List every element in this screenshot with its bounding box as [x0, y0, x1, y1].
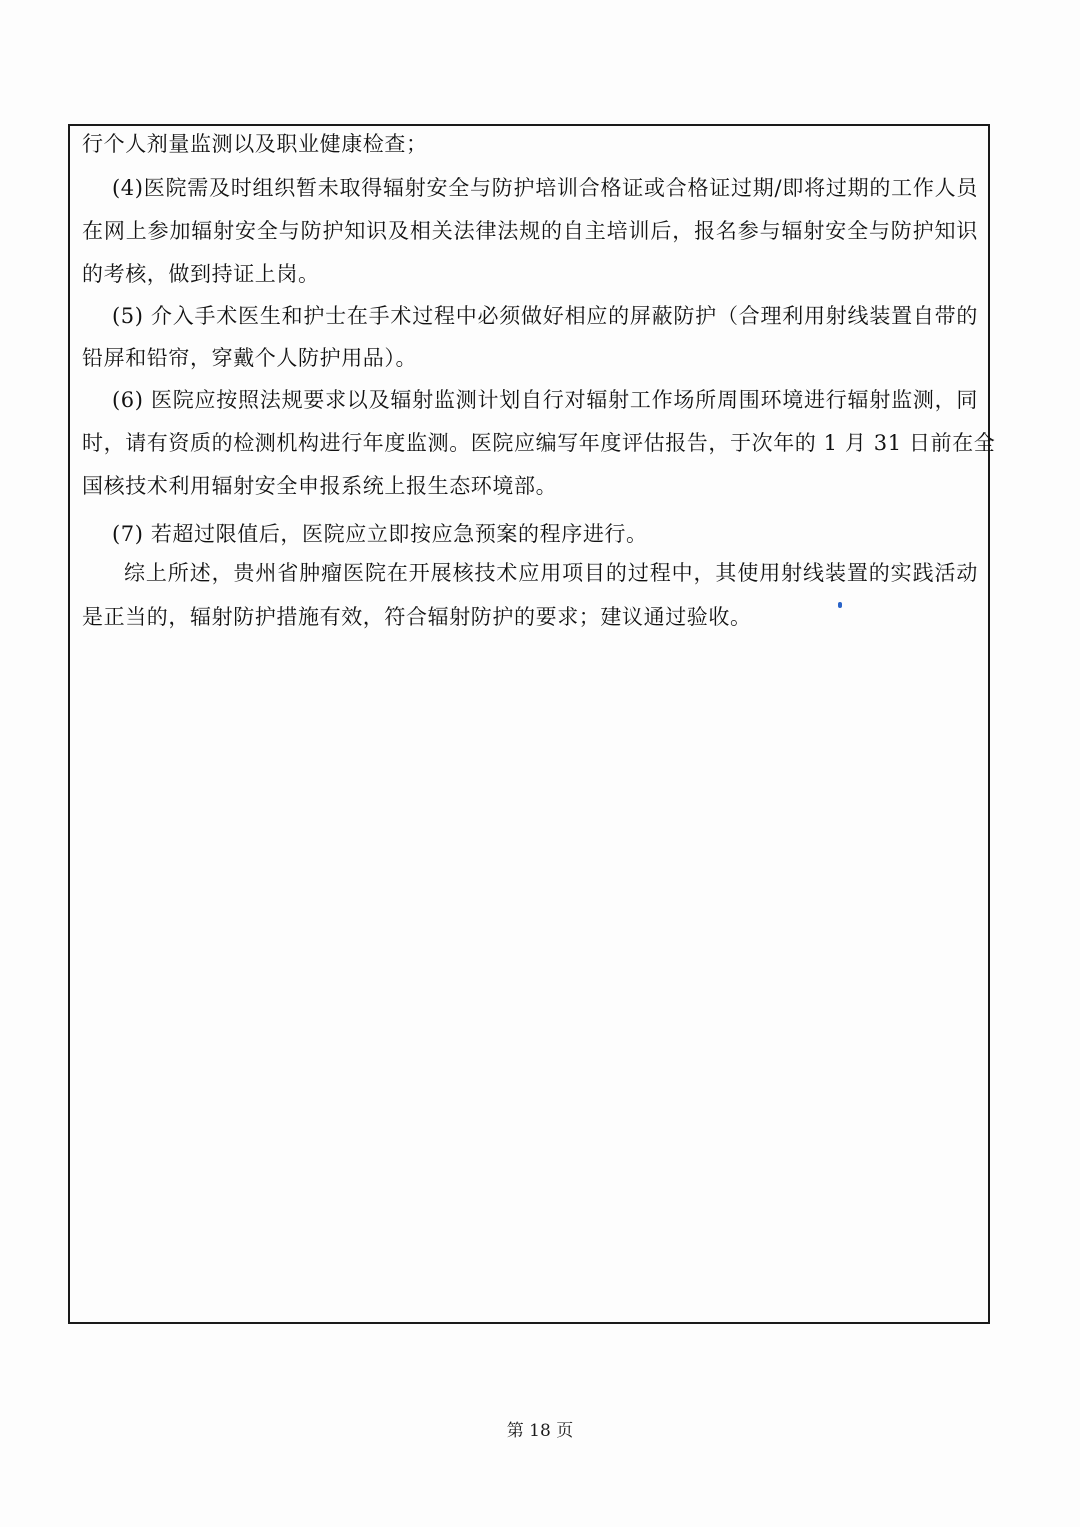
text-line: (7) 若超过限值后，医院应立即按应急预案的程序进行。: [112, 522, 648, 546]
text-line: (4)医院需及时组织暂未取得辐射安全与防护培训合格证或合格证过期/即将过期的工作人员: [112, 176, 978, 200]
text-line: 行个人剂量监测以及职业健康检查；: [82, 132, 428, 156]
text-line: (5) 介入手术医生和护士在手术过程中必须做好相应的屏蔽防护（合理利用射线装置自带的: [112, 304, 978, 328]
text-line: 铅屏和铅帘，穿戴个人防护用品）。: [82, 346, 418, 370]
text-line: 的考核，做到持证上岗。: [82, 262, 320, 286]
page-number: [0, 1416, 1080, 1441]
text-line: 在网上参加辐射安全与防护知识及相关法律法规的自主培训后，报名参与辐射安全与防护知识: [82, 219, 978, 243]
ink-speck: [838, 602, 842, 608]
text-line: 国核技术利用辐射安全申报系统上报生态环境部。: [82, 474, 558, 498]
text-frame: [68, 124, 996, 1324]
page-number-label: 第 18 页: [506, 1421, 574, 1441]
text-line: 是正当的，辐射防护措施有效，符合辐射防护的要求；建议通过验收。: [82, 605, 752, 629]
text-line: (6) 医院应按照法规要求以及辐射监测计划自行对辐射工作场所周围环境进行辐射监测，同: [112, 388, 978, 412]
text-line: 时，请有资质的检测机构进行年度监测。医院应编写年度评估报告，于次年的 1 月 31 日前在全: [82, 431, 996, 455]
text-line: 综上所述，贵州省肿瘤医院在开展核技术应用项目的过程中，其使用射线装置的实践活动: [124, 561, 978, 585]
